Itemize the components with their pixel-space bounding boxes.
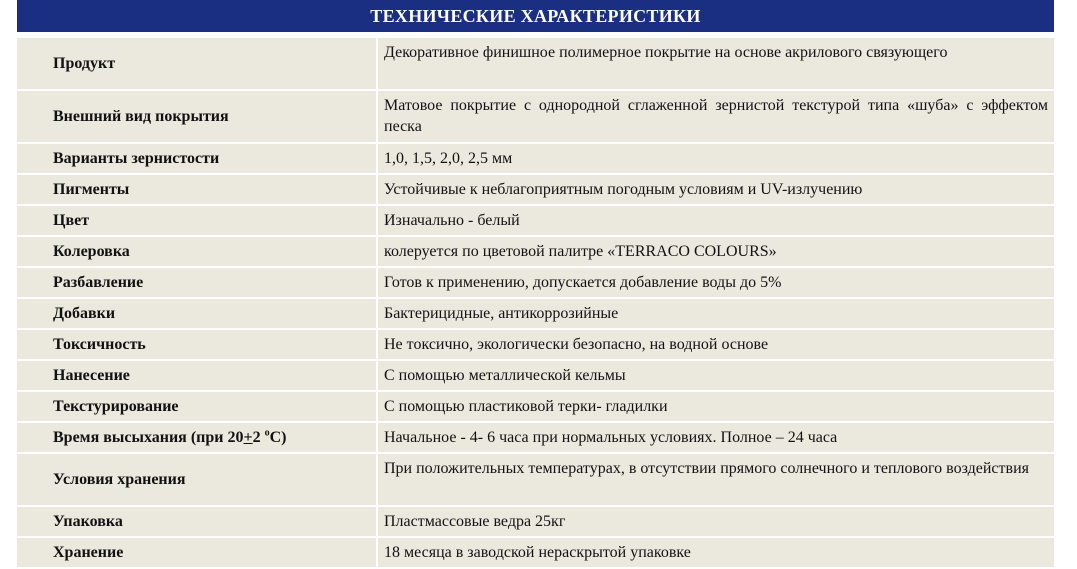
table-row bbox=[17, 453, 1054, 506]
row-label-dilution: Разбавление bbox=[17, 267, 377, 298]
row-label-product: Продукт bbox=[17, 37, 377, 90]
row-value-dilution: Готов к применению, допускается добавление воды до 5% bbox=[377, 267, 1054, 298]
row-label-packaging: Упаковка bbox=[17, 506, 377, 537]
row-value-color: Изначально - белый bbox=[377, 205, 1054, 236]
table-row bbox=[17, 298, 1054, 329]
row-label-color: Цвет bbox=[17, 205, 377, 236]
row-value-additives: Бактерицидные, антикоррозийные bbox=[377, 298, 1054, 329]
table-row bbox=[17, 143, 1054, 174]
row-value-packaging: Пластмассовые ведра 25кг bbox=[377, 506, 1054, 537]
table-row bbox=[17, 506, 1054, 537]
drying-label-prefix: Время высыхания (при 20 bbox=[53, 429, 244, 446]
drying-label-degree: o bbox=[264, 427, 270, 439]
table-row bbox=[17, 236, 1054, 267]
drying-label-suffix: C) bbox=[269, 429, 287, 446]
row-label-additives: Добавки bbox=[17, 298, 377, 329]
row-label-storage-conditions: Условия хранения bbox=[17, 453, 377, 506]
row-label-appearance: Внешний вид покрытия bbox=[17, 90, 377, 143]
row-value-drying-time: Начальное - 4- 6 часа при нормальных условиях. Полное – 24 часа bbox=[377, 422, 1054, 453]
row-value-texturing: С помощью пластиковой терки- гладилки bbox=[377, 391, 1054, 422]
table-row bbox=[17, 267, 1054, 298]
table-row bbox=[17, 329, 1054, 360]
table-row bbox=[17, 205, 1054, 236]
row-label-pigments: Пигменты bbox=[17, 174, 377, 205]
table-title: ТЕХНИЧЕСКИЕ ХАРАКТЕРИСТИКИ bbox=[17, 0, 1054, 32]
row-value-pigments: Устойчивые к неблагоприятным погодным условиям и UV-излучению bbox=[377, 174, 1054, 205]
table-row bbox=[17, 37, 1054, 90]
row-value-application: С помощью металлической кельмы bbox=[377, 360, 1054, 391]
table-row bbox=[17, 90, 1054, 143]
row-label-drying-time bbox=[17, 422, 377, 453]
drying-label-number: 2 bbox=[252, 429, 265, 446]
row-label-grain: Варианты зернистости bbox=[17, 143, 377, 174]
row-label-tinting: Колеровка bbox=[17, 236, 377, 267]
spec-table bbox=[17, 36, 1054, 569]
row-value-tinting: колеруется по цветовой палитре «TERRACO COLOURS» bbox=[377, 236, 1054, 267]
row-value-appearance: Матовое покрытие с однородной сглаженной зернистой текстурой типа «шуба» с эффектом песка bbox=[377, 90, 1054, 143]
row-label-texturing: Текстурирование bbox=[17, 391, 377, 422]
table-row bbox=[17, 537, 1054, 568]
row-label-shelf-life: Хранение bbox=[17, 537, 377, 568]
row-value-toxicity: Не токсично, экологически безопасно, на водной основе bbox=[377, 329, 1054, 360]
table-row bbox=[17, 422, 1054, 453]
row-value-storage-conditions: При положительных температурах, в отсутствии прямого солнечного и теплового воздействия bbox=[377, 453, 1054, 506]
row-value-shelf-life: 18 месяца в заводской нераскрытой упаковке bbox=[377, 537, 1054, 568]
table-row bbox=[17, 174, 1054, 205]
drying-label-plusminus: + bbox=[243, 429, 253, 446]
row-label-application: Нанесение bbox=[17, 360, 377, 391]
table-row bbox=[17, 360, 1054, 391]
row-value-grain: 1,0, 1,5, 2,0, 2,5 мм bbox=[377, 143, 1054, 174]
row-label-toxicity: Токсичность bbox=[17, 329, 377, 360]
row-value-product: Декоративное финишное полимерное покрытие на основе акрилового связующего bbox=[377, 37, 1054, 90]
table-row bbox=[17, 391, 1054, 422]
